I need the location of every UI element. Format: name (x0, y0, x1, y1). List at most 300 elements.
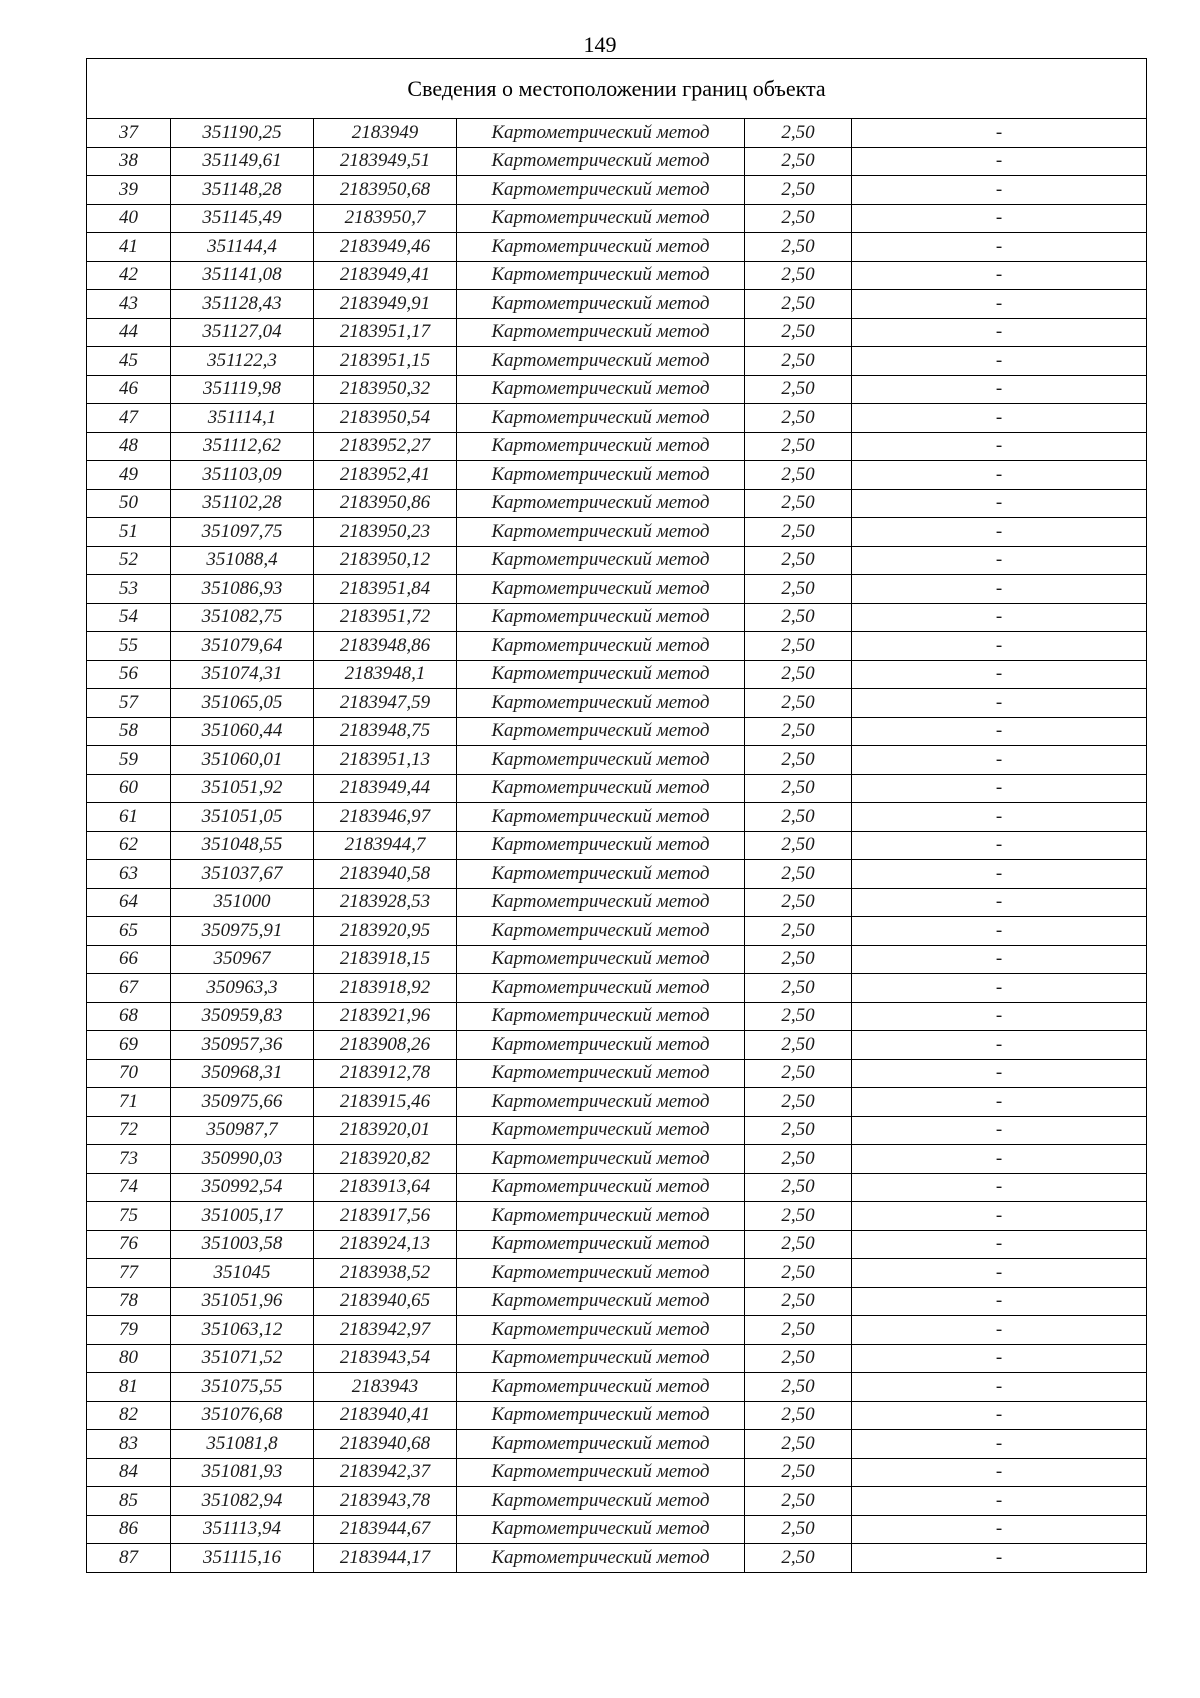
cell-accuracy: 2,50 (745, 1287, 852, 1316)
table-row (87, 1059, 1147, 1088)
cell-coordinate-x: 351082,94 (171, 1487, 314, 1516)
cell-coordinate-x: 351003,58 (171, 1230, 314, 1259)
cell-coordinate-y: 2183951,84 (314, 575, 457, 604)
cell-method: Картометрический метод (457, 1487, 745, 1516)
table-row (87, 717, 1147, 746)
cell-coordinate-x: 351037,67 (171, 860, 314, 889)
cell-method: Картометрический метод (457, 774, 745, 803)
cell-method: Картометрический метод (457, 1002, 745, 1031)
cell-coordinate-x: 351144,4 (171, 233, 314, 262)
cell-point-number: 44 (87, 318, 171, 347)
cell-method: Картометрический метод (457, 375, 745, 404)
table-row (87, 1401, 1147, 1430)
cell-accuracy: 2,50 (745, 632, 852, 661)
cell-accuracy: 2,50 (745, 803, 852, 832)
cell-coordinate-x: 351045 (171, 1259, 314, 1288)
cell-accuracy: 2,50 (745, 774, 852, 803)
cell-coordinate-y: 2183950,7 (314, 204, 457, 233)
cell-coordinate-y: 2183944,67 (314, 1515, 457, 1544)
cell-method: Картометрический метод (457, 1544, 745, 1573)
cell-accuracy: 2,50 (745, 489, 852, 518)
cell-accuracy: 2,50 (745, 575, 852, 604)
cell-coordinate-x: 351114,1 (171, 404, 314, 433)
cell-point-number: 76 (87, 1230, 171, 1259)
cell-method: Картометрический метод (457, 119, 745, 148)
cell-description: - (852, 888, 1147, 917)
cell-coordinate-y: 2183950,23 (314, 518, 457, 547)
cell-accuracy: 2,50 (745, 176, 852, 205)
cell-accuracy: 2,50 (745, 261, 852, 290)
cell-description: - (852, 1116, 1147, 1145)
cell-method: Картометрический метод (457, 318, 745, 347)
cell-coordinate-x: 350957,36 (171, 1031, 314, 1060)
cell-method: Картометрический метод (457, 176, 745, 205)
cell-accuracy: 2,50 (745, 831, 852, 860)
cell-coordinate-y: 2183940,41 (314, 1401, 457, 1430)
table-row (87, 375, 1147, 404)
table-row (87, 831, 1147, 860)
cell-point-number: 62 (87, 831, 171, 860)
cell-description: - (852, 290, 1147, 319)
cell-coordinate-y: 2183944,17 (314, 1544, 457, 1573)
cell-method: Картометрический метод (457, 1088, 745, 1117)
table-row (87, 1458, 1147, 1487)
cell-method: Картометрический метод (457, 404, 745, 433)
table-row (87, 603, 1147, 632)
cell-coordinate-y: 2183938,52 (314, 1259, 457, 1288)
cell-coordinate-x: 351112,62 (171, 432, 314, 461)
cell-accuracy: 2,50 (745, 746, 852, 775)
cell-coordinate-x: 351190,25 (171, 119, 314, 148)
cell-coordinate-y: 2183946,97 (314, 803, 457, 832)
cell-coordinate-x: 351122,3 (171, 347, 314, 376)
table-row (87, 803, 1147, 832)
table-row (87, 632, 1147, 661)
cell-coordinate-y: 2183952,41 (314, 461, 457, 490)
cell-coordinate-y: 2183920,95 (314, 917, 457, 946)
cell-description: - (852, 917, 1147, 946)
cell-coordinate-y: 2183948,75 (314, 717, 457, 746)
cell-method: Картометрический метод (457, 261, 745, 290)
cell-point-number: 71 (87, 1088, 171, 1117)
cell-coordinate-y: 2183950,86 (314, 489, 457, 518)
table-row (87, 1515, 1147, 1544)
cell-point-number: 60 (87, 774, 171, 803)
cell-coordinate-x: 351074,31 (171, 660, 314, 689)
cell-coordinate-y: 2183947,59 (314, 689, 457, 718)
cell-point-number: 50 (87, 489, 171, 518)
cell-coordinate-y: 2183948,1 (314, 660, 457, 689)
table-row (87, 1031, 1147, 1060)
cell-method: Картометрический метод (457, 546, 745, 575)
cell-coordinate-y: 2183948,86 (314, 632, 457, 661)
cell-coordinate-y: 2183918,15 (314, 945, 457, 974)
cell-point-number: 51 (87, 518, 171, 547)
cell-coordinate-x: 351097,75 (171, 518, 314, 547)
cell-method: Картометрический метод (457, 233, 745, 262)
table-row (87, 660, 1147, 689)
boundary-table (86, 58, 1147, 1573)
cell-accuracy: 2,50 (745, 860, 852, 889)
cell-coordinate-y: 2183951,72 (314, 603, 457, 632)
cell-point-number: 83 (87, 1430, 171, 1459)
cell-accuracy: 2,50 (745, 404, 852, 433)
cell-description: - (852, 461, 1147, 490)
table-row (87, 1544, 1147, 1573)
cell-point-number: 46 (87, 375, 171, 404)
cell-coordinate-y: 2183944,7 (314, 831, 457, 860)
cell-point-number: 85 (87, 1487, 171, 1516)
cell-coordinate-y: 2183942,37 (314, 1458, 457, 1487)
cell-method: Картометрический метод (457, 1401, 745, 1430)
cell-method: Картометрический метод (457, 347, 745, 376)
cell-coordinate-x: 351141,08 (171, 261, 314, 290)
cell-point-number: 48 (87, 432, 171, 461)
cell-coordinate-x: 350959,83 (171, 1002, 314, 1031)
cell-accuracy: 2,50 (745, 432, 852, 461)
cell-point-number: 42 (87, 261, 171, 290)
cell-accuracy: 2,50 (745, 1145, 852, 1174)
table-row (87, 1316, 1147, 1345)
cell-description: - (852, 147, 1147, 176)
cell-coordinate-y: 2183913,64 (314, 1173, 457, 1202)
cell-description: - (852, 261, 1147, 290)
cell-accuracy: 2,50 (745, 974, 852, 1003)
cell-point-number: 39 (87, 176, 171, 205)
cell-method: Картометрический метод (457, 461, 745, 490)
cell-method: Картометрический метод (457, 1173, 745, 1202)
table-row (87, 546, 1147, 575)
cell-coordinate-x: 351051,05 (171, 803, 314, 832)
cell-method: Картометрический метод (457, 1458, 745, 1487)
table-body (87, 59, 1147, 1573)
cell-coordinate-y: 2183920,01 (314, 1116, 457, 1145)
cell-accuracy: 2,50 (745, 917, 852, 946)
cell-description: - (852, 204, 1147, 233)
cell-description: - (852, 432, 1147, 461)
cell-description: - (852, 603, 1147, 632)
cell-method: Картометрический метод (457, 632, 745, 661)
cell-point-number: 56 (87, 660, 171, 689)
cell-method: Картометрический метод (457, 147, 745, 176)
table-row (87, 489, 1147, 518)
cell-description: - (852, 546, 1147, 575)
cell-coordinate-y: 2183942,97 (314, 1316, 457, 1345)
cell-method: Картометрический метод (457, 1316, 745, 1345)
cell-point-number: 45 (87, 347, 171, 376)
cell-accuracy: 2,50 (745, 1059, 852, 1088)
cell-coordinate-y: 2183908,26 (314, 1031, 457, 1060)
cell-method: Картометрический метод (457, 1515, 745, 1544)
cell-description: - (852, 1202, 1147, 1231)
cell-coordinate-y: 2183949,91 (314, 290, 457, 319)
table-row (87, 1202, 1147, 1231)
cell-coordinate-x: 351060,44 (171, 717, 314, 746)
cell-coordinate-y: 2183951,17 (314, 318, 457, 347)
cell-coordinate-x: 350975,66 (171, 1088, 314, 1117)
cell-description: - (852, 945, 1147, 974)
table-row (87, 1373, 1147, 1402)
cell-accuracy: 2,50 (745, 375, 852, 404)
page-number: 149 (583, 32, 617, 57)
cell-accuracy: 2,50 (745, 318, 852, 347)
table-row (87, 1230, 1147, 1259)
cell-point-number: 53 (87, 575, 171, 604)
cell-method: Картометрический метод (457, 575, 745, 604)
cell-point-number: 49 (87, 461, 171, 490)
cell-accuracy: 2,50 (745, 1002, 852, 1031)
cell-point-number: 86 (87, 1515, 171, 1544)
cell-point-number: 77 (87, 1259, 171, 1288)
cell-coordinate-y: 2183924,13 (314, 1230, 457, 1259)
cell-method: Картометрический метод (457, 831, 745, 860)
cell-point-number: 52 (87, 546, 171, 575)
cell-coordinate-x: 351071,52 (171, 1344, 314, 1373)
cell-coordinate-x: 350975,91 (171, 917, 314, 946)
cell-coordinate-x: 350968,31 (171, 1059, 314, 1088)
cell-accuracy: 2,50 (745, 461, 852, 490)
cell-description: - (852, 1515, 1147, 1544)
cell-coordinate-x: 351102,28 (171, 489, 314, 518)
table-title-row (87, 59, 1147, 119)
cell-accuracy: 2,50 (745, 1259, 852, 1288)
cell-accuracy: 2,50 (745, 1316, 852, 1345)
cell-coordinate-y: 2183940,68 (314, 1430, 457, 1459)
cell-accuracy: 2,50 (745, 1487, 852, 1516)
cell-coordinate-x: 350963,3 (171, 974, 314, 1003)
cell-description: - (852, 660, 1147, 689)
cell-coordinate-y: 2183949,41 (314, 261, 457, 290)
cell-point-number: 69 (87, 1031, 171, 1060)
cell-accuracy: 2,50 (745, 1202, 852, 1231)
table-row (87, 176, 1147, 205)
cell-description: - (852, 860, 1147, 889)
cell-method: Картометрический метод (457, 888, 745, 917)
cell-coordinate-x: 351005,17 (171, 1202, 314, 1231)
cell-method: Картометрический метод (457, 689, 745, 718)
cell-accuracy: 2,50 (745, 147, 852, 176)
cell-coordinate-y: 2183943,54 (314, 1344, 457, 1373)
table-row (87, 290, 1147, 319)
cell-accuracy: 2,50 (745, 888, 852, 917)
table-row (87, 1430, 1147, 1459)
table-row (87, 1116, 1147, 1145)
table-title: Сведения о местоположении границ объекта (87, 59, 1147, 119)
cell-coordinate-y: 2183920,82 (314, 1145, 457, 1174)
table-row (87, 261, 1147, 290)
table-row (87, 1287, 1147, 1316)
table-row (87, 233, 1147, 262)
cell-accuracy: 2,50 (745, 717, 852, 746)
cell-method: Картометрический метод (457, 660, 745, 689)
cell-description: - (852, 1373, 1147, 1402)
cell-accuracy: 2,50 (745, 1230, 852, 1259)
cell-method: Картометрический метод (457, 803, 745, 832)
cell-method: Картометрический метод (457, 1430, 745, 1459)
cell-coordinate-y: 2183928,53 (314, 888, 457, 917)
cell-method: Картометрический метод (457, 746, 745, 775)
cell-accuracy: 2,50 (745, 1430, 852, 1459)
cell-coordinate-x: 351081,8 (171, 1430, 314, 1459)
cell-accuracy: 2,50 (745, 1401, 852, 1430)
cell-description: - (852, 1458, 1147, 1487)
cell-coordinate-y: 2183943 (314, 1373, 457, 1402)
cell-method: Картометрический метод (457, 1116, 745, 1145)
cell-point-number: 75 (87, 1202, 171, 1231)
cell-coordinate-y: 2183912,78 (314, 1059, 457, 1088)
cell-description: - (852, 1316, 1147, 1345)
cell-coordinate-x: 351127,04 (171, 318, 314, 347)
table-row (87, 404, 1147, 433)
cell-point-number: 74 (87, 1173, 171, 1202)
cell-description: - (852, 119, 1147, 148)
cell-coordinate-y: 2183943,78 (314, 1487, 457, 1516)
cell-point-number: 61 (87, 803, 171, 832)
cell-description: - (852, 774, 1147, 803)
cell-description: - (852, 831, 1147, 860)
cell-coordinate-x: 351076,68 (171, 1401, 314, 1430)
table-row (87, 1173, 1147, 1202)
cell-coordinate-x: 351048,55 (171, 831, 314, 860)
cell-accuracy: 2,50 (745, 518, 852, 547)
table-row (87, 1487, 1147, 1516)
cell-coordinate-y: 2183950,32 (314, 375, 457, 404)
cell-point-number: 79 (87, 1316, 171, 1345)
table-row (87, 461, 1147, 490)
cell-accuracy: 2,50 (745, 1116, 852, 1145)
cell-method: Картометрический метод (457, 1145, 745, 1174)
cell-point-number: 78 (87, 1287, 171, 1316)
cell-point-number: 66 (87, 945, 171, 974)
cell-method: Картометрический метод (457, 974, 745, 1003)
table-row (87, 119, 1147, 148)
cell-accuracy: 2,50 (745, 1373, 852, 1402)
cell-coordinate-x: 351081,93 (171, 1458, 314, 1487)
table-row (87, 204, 1147, 233)
cell-description: - (852, 717, 1147, 746)
table-row (87, 1002, 1147, 1031)
table-row (87, 1145, 1147, 1174)
cell-point-number: 55 (87, 632, 171, 661)
cell-method: Картометрический метод (457, 1287, 745, 1316)
cell-method: Картометрический метод (457, 432, 745, 461)
cell-point-number: 82 (87, 1401, 171, 1430)
table-row (87, 1344, 1147, 1373)
cell-method: Картометрический метод (457, 917, 745, 946)
cell-point-number: 65 (87, 917, 171, 946)
cell-point-number: 40 (87, 204, 171, 233)
cell-coordinate-y: 2183950,12 (314, 546, 457, 575)
cell-method: Картометрический метод (457, 1031, 745, 1060)
cell-coordinate-x: 351000 (171, 888, 314, 917)
cell-coordinate-y: 2183951,13 (314, 746, 457, 775)
cell-description: - (852, 1002, 1147, 1031)
cell-description: - (852, 632, 1147, 661)
cell-description: - (852, 1088, 1147, 1117)
cell-coordinate-x: 351145,49 (171, 204, 314, 233)
cell-point-number: 70 (87, 1059, 171, 1088)
cell-point-number: 81 (87, 1373, 171, 1402)
cell-accuracy: 2,50 (745, 689, 852, 718)
cell-method: Картометрический метод (457, 1259, 745, 1288)
table-row (87, 774, 1147, 803)
cell-method: Картометрический метод (457, 1230, 745, 1259)
cell-accuracy: 2,50 (745, 945, 852, 974)
cell-point-number: 80 (87, 1344, 171, 1373)
table-row (87, 347, 1147, 376)
table-row (87, 860, 1147, 889)
cell-coordinate-y: 2183940,65 (314, 1287, 457, 1316)
table-row (87, 147, 1147, 176)
cell-point-number: 84 (87, 1458, 171, 1487)
cell-description: - (852, 746, 1147, 775)
table-row (87, 945, 1147, 974)
cell-description: - (852, 233, 1147, 262)
cell-description: - (852, 1230, 1147, 1259)
cell-point-number: 68 (87, 1002, 171, 1031)
cell-description: - (852, 176, 1147, 205)
cell-method: Картометрический метод (457, 1059, 745, 1088)
cell-coordinate-x: 351103,09 (171, 461, 314, 490)
cell-description: - (852, 803, 1147, 832)
table-row (87, 575, 1147, 604)
cell-point-number: 37 (87, 119, 171, 148)
cell-point-number: 63 (87, 860, 171, 889)
cell-method: Картометрический метод (457, 603, 745, 632)
cell-point-number: 58 (87, 717, 171, 746)
cell-description: - (852, 974, 1147, 1003)
cell-description: - (852, 575, 1147, 604)
cell-description: - (852, 518, 1147, 547)
cell-accuracy: 2,50 (745, 603, 852, 632)
cell-method: Картометрический метод (457, 1344, 745, 1373)
cell-point-number: 47 (87, 404, 171, 433)
cell-coordinate-x: 350992,54 (171, 1173, 314, 1202)
cell-description: - (852, 1031, 1147, 1060)
cell-description: - (852, 1259, 1147, 1288)
cell-coordinate-y: 2183950,54 (314, 404, 457, 433)
cell-accuracy: 2,50 (745, 1173, 852, 1202)
cell-accuracy: 2,50 (745, 347, 852, 376)
cell-point-number: 67 (87, 974, 171, 1003)
cell-coordinate-x: 351088,4 (171, 546, 314, 575)
cell-coordinate-x: 351075,55 (171, 1373, 314, 1402)
cell-description: - (852, 1145, 1147, 1174)
cell-method: Картометрический метод (457, 489, 745, 518)
cell-coordinate-x: 350987,7 (171, 1116, 314, 1145)
cell-accuracy: 2,50 (745, 290, 852, 319)
table-row (87, 888, 1147, 917)
cell-accuracy: 2,50 (745, 1544, 852, 1573)
cell-description: - (852, 1173, 1147, 1202)
cell-coordinate-x: 351065,05 (171, 689, 314, 718)
table-row (87, 518, 1147, 547)
cell-coordinate-y: 2183949,51 (314, 147, 457, 176)
cell-coordinate-x: 351051,96 (171, 1287, 314, 1316)
cell-coordinate-y: 2183918,92 (314, 974, 457, 1003)
cell-accuracy: 2,50 (745, 204, 852, 233)
table-row (87, 917, 1147, 946)
cell-coordinate-x: 350990,03 (171, 1145, 314, 1174)
cell-description: - (852, 1544, 1147, 1573)
cell-description: - (852, 318, 1147, 347)
cell-coordinate-x: 350967 (171, 945, 314, 974)
cell-point-number: 72 (87, 1116, 171, 1145)
table-row (87, 432, 1147, 461)
cell-coordinate-y: 2183917,56 (314, 1202, 457, 1231)
cell-point-number: 57 (87, 689, 171, 718)
cell-accuracy: 2,50 (745, 546, 852, 575)
